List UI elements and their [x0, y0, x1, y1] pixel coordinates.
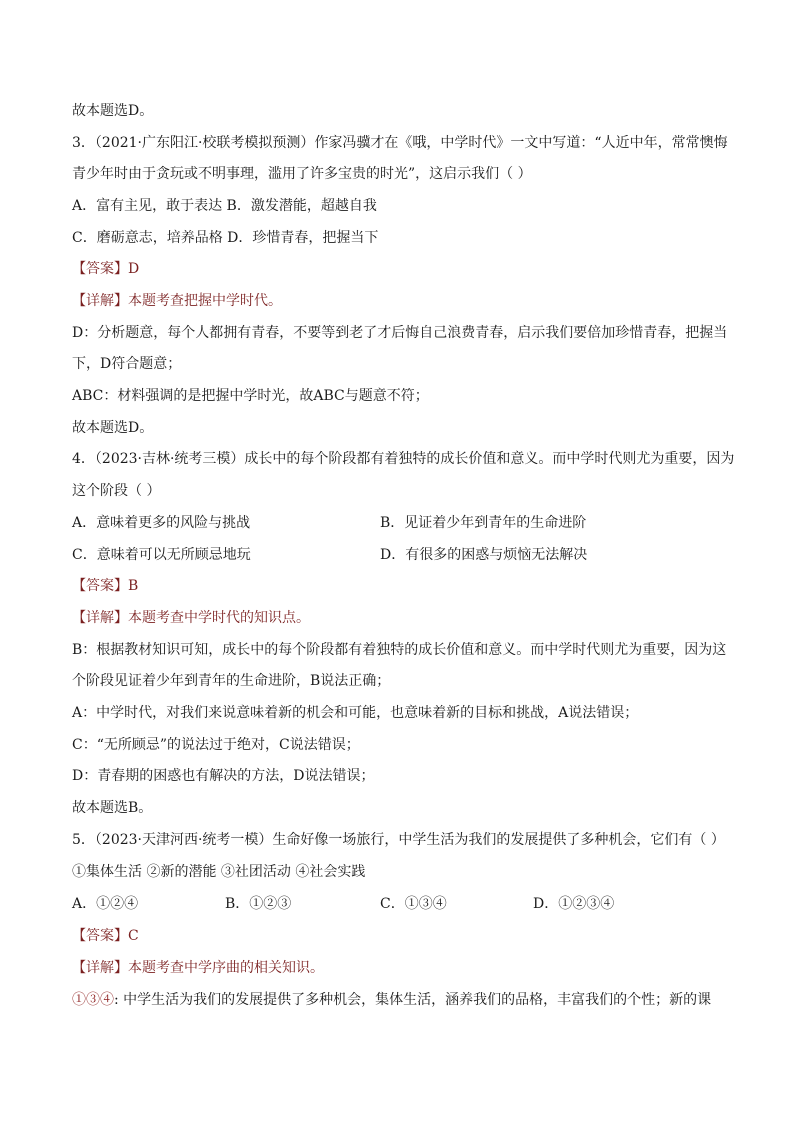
answer-label: 【答案】C	[72, 928, 139, 944]
option-d: D．①②③④	[533, 896, 615, 912]
option-c: C．①③④	[380, 896, 447, 912]
question-4-stem-cont: 这个阶段（ ）	[72, 483, 161, 499]
question-3-stem: 3．（2021·广东阳江·校联考模拟预测）作家冯骥才在《哦，中学时代》一文中写道：“人近中年，常常懊悔	[72, 135, 728, 151]
explanation-text: D：青春期的困惑也有解决的方法，D说法错误；	[72, 768, 375, 784]
question-3-stem-cont: 青少年时由于贪玩或不明事理，滥用了许多宝贵的时光”，这启示我们（ ）	[72, 166, 532, 182]
text-line: 故本题选D。	[72, 103, 154, 119]
text-line: 故本题选B。	[72, 800, 153, 816]
explanation-text: 下，D符合题意；	[72, 356, 182, 372]
option-b: B．①②③	[225, 896, 292, 912]
question-4-stem: 4．（2023·吉林·统考三模）成长中的每个阶段都有着独特的成长价值和意义。而中学时代则尤为重要，因为	[72, 451, 735, 467]
option-a: A．①②④	[72, 896, 139, 912]
explanation-text: ABC：材料强调的是把握中学时光，故ABC与题意不符；	[72, 388, 429, 404]
question-5-stem: 5．（2023·天津河西·统考一模）生命好像一场旅行，中学生活为我们的发展提供了多种机会，它们有（ ）	[72, 832, 725, 848]
highlighted-choices: ①③④	[72, 992, 114, 1008]
explanation-label: 【详解】本题考查中学序曲的相关知识。	[72, 960, 324, 976]
question-3-options-ab: A．富有主见，敢于表达 B．激发潜能，超越自我	[72, 198, 377, 214]
option-b: B．见证着少年到青年的生命进阶	[380, 515, 587, 531]
text-line: 故本题选D。	[72, 420, 154, 436]
explanation-text: C：“无所顾忌”的说法过于绝对，C说法错误；	[72, 737, 360, 753]
answer-label: 【答案】B	[72, 578, 139, 594]
explanation-text: B：根据教材知识可知，成长中的每个阶段都有着独特的成长价值和意义。而中学时代则尤为重要，因为这	[72, 642, 727, 658]
explanation-text: A：中学时代，对我们来说意味着新的机会和可能，也意味着新的目标和挑战，A说法错误；	[72, 705, 639, 721]
option-a: A．意味着更多的风险与挑战	[72, 515, 251, 531]
answer-label: 【答案】D	[72, 261, 140, 277]
option-d: D．有很多的困惑与烦恼无法解决	[380, 547, 588, 563]
option-c: C．意味着可以无所顾忌地玩	[72, 547, 251, 563]
question-5-items: ①集体生活 ②新的潜能 ③社团活动 ④社会实践	[72, 864, 366, 880]
question-3-options-cd: C．磨砺意志，培养品格 D．珍惜青春，把握当下	[72, 230, 379, 246]
explanation-text: D：分析题意，每个人都拥有青春，不要等到老了才后悔自己浪费青春，启示我们要倍加珍惜青春，把握当	[72, 325, 728, 341]
explanation-label: 【详解】本题考查把握中学时代。	[72, 293, 282, 309]
explanation-text: 个阶段见证着少年到青年的生命进阶，B说法正确；	[72, 673, 391, 689]
explanation-text	[72, 990, 711, 1010]
explanation-label: 【详解】本题考查中学时代的知识点。	[72, 610, 310, 626]
explanation-rest: : 中学生活为我们的发展提供了多种机会，集体生活，涵养我们的品格，丰富我们的个性；新的课	[114, 992, 712, 1008]
